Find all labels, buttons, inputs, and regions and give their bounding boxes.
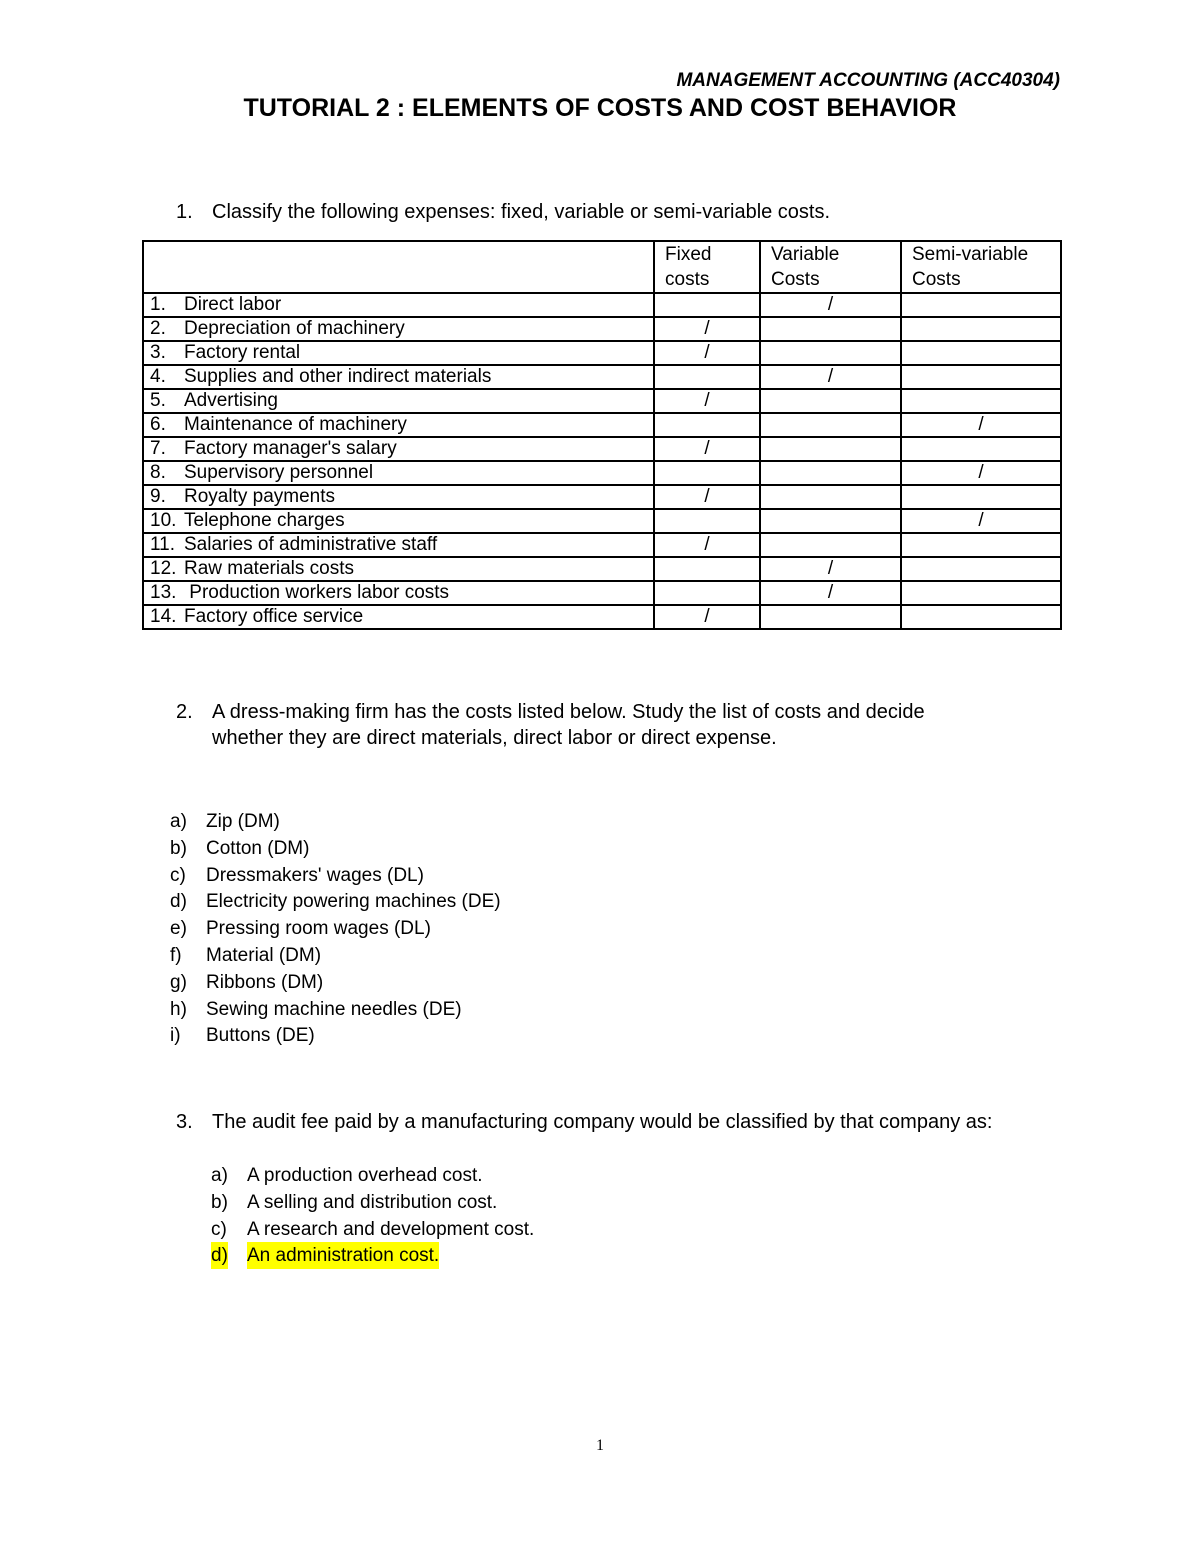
question-number: 1. [176,201,193,223]
table-row [143,437,1061,461]
expense-label: Supervisory personnel [184,462,374,483]
expense-cell [143,389,654,413]
expense-cell [143,341,654,365]
item-letter: g) [170,971,187,993]
expense-label: Factory office service [184,606,364,627]
variable-mark [760,533,901,557]
expense-cell [143,365,654,389]
expense-label: Telephone charges [184,510,345,531]
option-letter: b) [211,1191,228,1213]
variable-mark [760,437,901,461]
course-header: MANAGEMENT ACCOUNTING (ACC40304) [676,70,1060,91]
expense-cell [143,293,654,317]
variable-mark: / [760,557,901,581]
cost-classification-table [142,240,1062,630]
table-row [143,461,1061,485]
header-variable-line1: Variable [771,244,840,265]
semi-mark [901,341,1061,365]
option-text: An administration cost. [247,1242,439,1269]
option-text: A production overhead cost. [247,1165,483,1186]
expense-number: 12. [150,558,177,579]
item-letter: c) [170,864,186,886]
header-fixed [654,241,760,293]
variable-mark [760,461,901,485]
fixed-mark: / [654,317,760,341]
expense-label: Factory manager's salary [184,438,397,459]
expense-number: 10. [150,510,177,531]
item-letter: h) [170,998,187,1020]
option-letter: c) [211,1218,227,1240]
expense-number: 14. [150,606,177,627]
fixed-mark [654,509,760,533]
expense-number: 8. [150,462,166,483]
fixed-mark: / [654,485,760,509]
variable-mark [760,485,901,509]
expense-number: 5. [150,390,166,411]
item-text: Sewing machine needles (DE) [206,998,462,1020]
expense-cell [143,509,654,533]
fixed-mark: / [654,533,760,557]
header-fixed-line2: costs [665,269,710,290]
header-blank-cell [143,241,654,293]
item-text: Material (DM) [206,945,322,966]
table-row [143,293,1061,317]
expense-label: Direct labor [184,294,282,315]
expense-label: Factory rental [184,342,301,363]
table-row [143,581,1061,605]
expense-label: Production workers labor costs [184,582,450,603]
fixed-mark [654,365,760,389]
fixed-mark [654,413,760,437]
expense-number: 2. [150,318,166,339]
expense-number: 1. [150,294,166,315]
expense-number: 3. [150,342,166,363]
question-text-line2: whether they are direct materials, direct labor or direct expense. [212,727,777,749]
item-text: Pressing room wages (DL) [206,918,431,940]
expense-cell [143,461,654,485]
expense-label: Royalty payments [184,486,336,507]
semi-mark [901,365,1061,389]
semi-mark [901,605,1061,629]
expense-label: Advertising [184,390,278,411]
fixed-mark [654,293,760,317]
fixed-mark: / [654,605,760,629]
table-header-row [143,241,1061,293]
header-semi-line2: Costs [912,269,961,290]
expense-cell [143,605,654,629]
page-title: TUTORIAL 2 : ELEMENTS OF COSTS AND COST BEHAVIOR [243,94,957,122]
table-row [143,365,1061,389]
table-row [143,413,1061,437]
semi-mark [901,485,1061,509]
expense-number: 9. [150,486,166,507]
fixed-mark: / [654,389,760,413]
expense-label: Raw materials costs [184,558,354,579]
table-row [143,509,1061,533]
variable-mark: / [760,581,901,605]
expense-number: 13. [150,582,177,603]
expense-number: 7. [150,438,166,459]
question-text: The audit fee paid by a manufacturing company would be classified by that company as: [212,1111,993,1133]
question-1 [176,198,1076,226]
variable-mark: / [760,293,901,317]
semi-mark [901,581,1061,605]
header-variable [760,241,901,293]
table-row [143,389,1061,413]
item-text: Cotton (DM) [206,837,310,859]
item-letter: d) [170,891,187,913]
table-row [143,533,1061,557]
expense-cell [143,581,654,605]
header-variable-line2: Costs [771,269,820,290]
semi-mark: / [901,509,1061,533]
item-text: Electricity powering machines (DE) [206,891,501,913]
fixed-mark [654,461,760,485]
item-text: Zip (DM) [206,811,280,832]
semi-mark [901,389,1061,413]
semi-mark [901,533,1061,557]
variable-mark [760,389,901,413]
option-text: A selling and distribution cost. [247,1191,498,1213]
fixed-mark [654,581,760,605]
variable-mark [760,413,901,437]
item-letter: f) [170,945,182,966]
item-letter: i) [170,1025,181,1047]
semi-mark [901,437,1061,461]
q3-options-list [211,1162,911,1282]
semi-mark: / [901,413,1061,437]
q2-cost-list [170,808,870,1058]
item-letter: b) [170,837,187,859]
fixed-mark [654,557,760,581]
expense-label: Depreciation of machinery [184,318,405,339]
expense-label: Salaries of administrative staff [184,534,438,555]
table-row [143,485,1061,509]
question-3 [176,1108,1176,1136]
question-text: Classify the following expenses: fixed, variable or semi-variable costs. [212,201,831,223]
table-row [143,557,1061,581]
variable-mark [760,605,901,629]
option-text: A research and development cost. [247,1218,535,1240]
item-text: Ribbons (DM) [206,971,324,993]
question-text-line1: A dress-making firm has the costs listed below. Study the list of costs and decide [212,701,925,723]
header-semi-variable [901,241,1061,293]
header-fixed-line1: Fixed [665,244,712,265]
fixed-mark: / [654,437,760,461]
variable-mark [760,341,901,365]
option-letter: d) [211,1242,228,1269]
variable-mark [760,317,901,341]
table-row [143,341,1061,365]
expense-cell [143,485,654,509]
semi-mark [901,317,1061,341]
expense-label: Supplies and other indirect materials [184,366,492,387]
semi-mark [901,293,1061,317]
table-row [143,605,1061,629]
expense-number: 6. [150,414,166,435]
variable-mark [760,509,901,533]
fixed-mark: / [654,341,760,365]
table-row [143,317,1061,341]
variable-mark: / [760,365,901,389]
semi-mark: / [901,461,1061,485]
expense-cell [143,317,654,341]
item-letter: a) [170,811,187,832]
question-number: 2. [176,701,193,723]
expense-number: 11. [150,534,176,555]
header-semi-line1: Semi-variable [912,244,1029,265]
item-letter: e) [170,918,187,940]
expense-cell [143,413,654,437]
option-letter: a) [211,1165,228,1186]
question-2 [176,698,1076,754]
item-text: Buttons (DE) [206,1025,315,1047]
expense-cell [143,557,654,581]
expense-label: Maintenance of machinery [184,414,407,435]
expense-cell [143,437,654,461]
page-number: 1 [596,1437,604,1454]
expense-number: 4. [150,366,166,387]
question-number: 3. [176,1111,193,1133]
item-text: Dressmakers' wages (DL) [206,864,424,886]
expense-cell [143,533,654,557]
semi-mark [901,557,1061,581]
